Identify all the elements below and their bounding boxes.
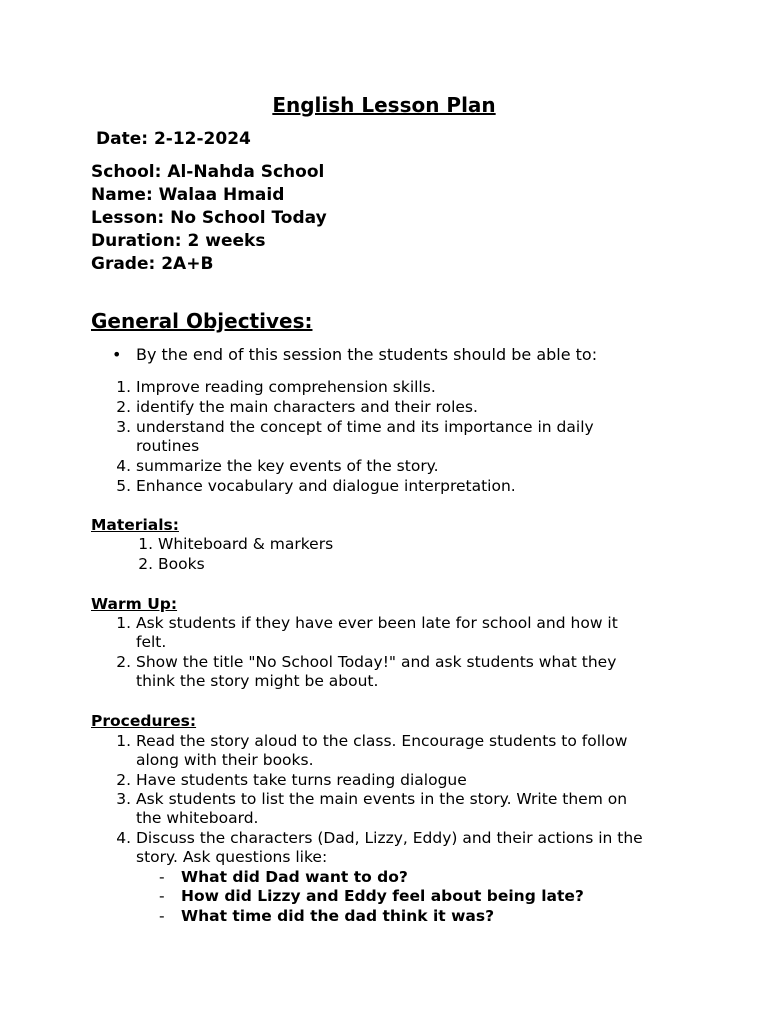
procedure-item-continued (136, 809, 258, 829)
list-number: 2. (116, 771, 131, 789)
list-number: 3. (116, 418, 131, 436)
procedure-item-continued (136, 751, 314, 771)
bullet-marker: • (112, 345, 122, 364)
warm-up-item-continued (136, 633, 166, 653)
list-number: 4. (116, 829, 131, 847)
procedure-text: Discuss the characters (Dad, Lizzy, Eddy) and their actions in the (136, 829, 643, 847)
discussion-question (159, 887, 584, 907)
materials-heading: Materials: (91, 516, 179, 534)
objective-item (116, 398, 478, 418)
list-number: 4. (116, 457, 131, 475)
objective-text: routines (136, 437, 200, 455)
procedure-text: Ask students to list the main events in the story. Write them on (136, 790, 628, 808)
list-number: 2. (116, 653, 131, 671)
procedure-item (116, 790, 628, 810)
discussion-question (159, 907, 495, 927)
objective-text: Improve reading comprehension skills. (136, 378, 436, 396)
objective-text: summarize the key events of the story. (136, 457, 439, 475)
list-number: 5. (116, 477, 131, 495)
info-grade: Grade: 2A+B (91, 254, 214, 274)
procedure-text: story. Ask questions like: (136, 848, 328, 866)
list-number: 1. (138, 535, 153, 553)
lesson-date: Date: 2-12-2024 (96, 129, 251, 149)
info-lesson: Lesson: No School Today (91, 208, 327, 228)
warm-up-text: felt. (136, 633, 167, 651)
warm-up-item (116, 614, 618, 634)
procedure-item-continued (136, 848, 327, 868)
page-title: English Lesson Plan (272, 93, 496, 117)
warm-up-text: Show the title "No School Today!" and ask students what they (136, 653, 617, 671)
dash-marker: - (159, 887, 165, 905)
lesson-info (91, 161, 327, 276)
objective-text: Enhance vocabulary and dialogue interpretation. (136, 477, 516, 495)
list-number: 3. (116, 790, 131, 808)
question-text: What did Dad want to do? (181, 868, 408, 886)
warm-up-item (116, 653, 617, 673)
list-number: 2. (116, 398, 131, 416)
objective-item (116, 477, 516, 497)
warm-up-heading: Warm Up: (91, 595, 178, 613)
list-number: 1. (116, 732, 131, 750)
procedure-text: the whiteboard. (136, 809, 259, 827)
materials-item (138, 535, 334, 555)
list-number: 2. (138, 555, 153, 573)
warm-up-text: Ask students if they have ever been late for school and how it (136, 614, 618, 632)
objective-text: understand the concept of time and its importance in daily (136, 418, 594, 436)
materials-text: Whiteboard & markers (158, 535, 334, 553)
objectives-intro-text: By the end of this session the students should be able to: (136, 345, 598, 364)
materials-item (138, 555, 205, 575)
discussion-question (159, 868, 408, 888)
dash-marker: - (159, 907, 165, 925)
procedure-text: Have students take turns reading dialogue (136, 771, 467, 789)
list-number: 1. (116, 614, 131, 632)
procedure-item (116, 732, 628, 752)
objective-item (116, 418, 594, 438)
objective-item-continued (136, 437, 199, 457)
procedure-item (116, 771, 467, 791)
objective-item (116, 457, 439, 477)
dash-marker: - (159, 868, 165, 886)
warm-up-item-continued (136, 672, 378, 692)
question-text: What time did the dad think it was? (181, 907, 495, 925)
info-name: Name: Walaa Hmaid (91, 185, 285, 205)
info-duration: Duration: 2 weeks (91, 231, 266, 251)
list-number: 1. (116, 378, 131, 396)
objective-text: identify the main characters and their roles. (136, 398, 478, 416)
procedures-heading: Procedures: (91, 712, 197, 730)
warm-up-text: think the story might be about. (136, 672, 379, 690)
materials-text: Books (158, 555, 205, 573)
info-school: School: Al-Nahda School (91, 162, 325, 182)
question-text: How did Lizzy and Eddy feel about being late? (181, 887, 584, 905)
objective-item (116, 378, 436, 398)
procedure-item (116, 829, 643, 849)
procedure-text: along with their books. (136, 751, 314, 769)
general-objectives-heading: General Objectives: (91, 309, 313, 333)
procedure-text: Read the story aloud to the class. Encourage students to follow (136, 732, 628, 750)
